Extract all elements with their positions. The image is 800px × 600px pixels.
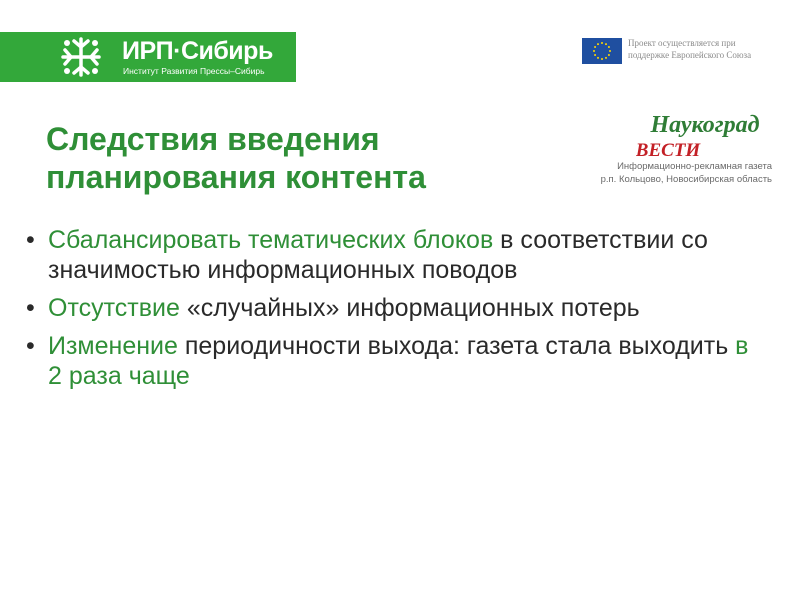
slide-title-line1: Следствия введения [46, 121, 380, 157]
newspaper-caption [601, 160, 772, 186]
newspaper-caption-line1: Информационно-рекламная газета [617, 161, 772, 172]
eu-star-icon [608, 46, 610, 48]
bullet-item [26, 225, 766, 285]
eu-star-icon [609, 50, 611, 52]
eu-star-icon [594, 54, 596, 56]
bullet-text: периодичности выхода: газета стала выходить [177, 332, 736, 360]
slide-title-line2: планирования контента [46, 159, 426, 195]
eu-support-note [628, 37, 788, 61]
eu-star-icon [601, 42, 603, 44]
eu-star-icon [601, 58, 603, 60]
bullet-marker: • [26, 294, 35, 322]
eu-star-icon [594, 46, 596, 48]
newspaper-caption-line2: р.п. Кольцово, Новосибирская область [600, 174, 772, 185]
slide-title [46, 120, 566, 196]
bullet-highlight: в 2 раза чаще [48, 332, 749, 390]
bullet-marker: • [26, 226, 35, 254]
bullet-highlight: Сбалансировать тематических блоков [48, 226, 494, 254]
eu-support-note-line1: Проект осуществляется при [628, 38, 736, 48]
bullet-text: в соответствии со значимостью информационных поводов [48, 226, 708, 284]
newspaper-logo-top: Наукоград [650, 112, 760, 138]
bullet-marker: • [26, 332, 35, 360]
eu-star-icon [597, 57, 599, 59]
eu-support-note-line2: поддержке Европейского Союза [628, 50, 752, 60]
bullet-highlight: Отсутствие [48, 294, 180, 322]
bullet-list [26, 225, 766, 399]
newspaper-logo-bottom: ВЕСТИ [636, 140, 701, 161]
snowflake-logo-icon [58, 34, 104, 80]
eu-flag-icon [582, 38, 622, 64]
eu-star-icon [608, 54, 610, 56]
eu-star-icon [593, 50, 595, 52]
bullet-item [26, 331, 766, 391]
brand-logo-title: ИРП·Сибирь [122, 37, 273, 65]
eu-star-icon [605, 43, 607, 45]
eu-star-icon [597, 43, 599, 45]
bullet-text: «случайных» информационных потерь [179, 294, 640, 322]
bullet-item [26, 293, 766, 323]
brand-logo-subtitle: Институт Развития Прессы–Сибирь [123, 66, 265, 76]
eu-star-icon [605, 57, 607, 59]
bullet-highlight: Изменение [48, 332, 178, 360]
newspaper-logo [636, 108, 774, 162]
